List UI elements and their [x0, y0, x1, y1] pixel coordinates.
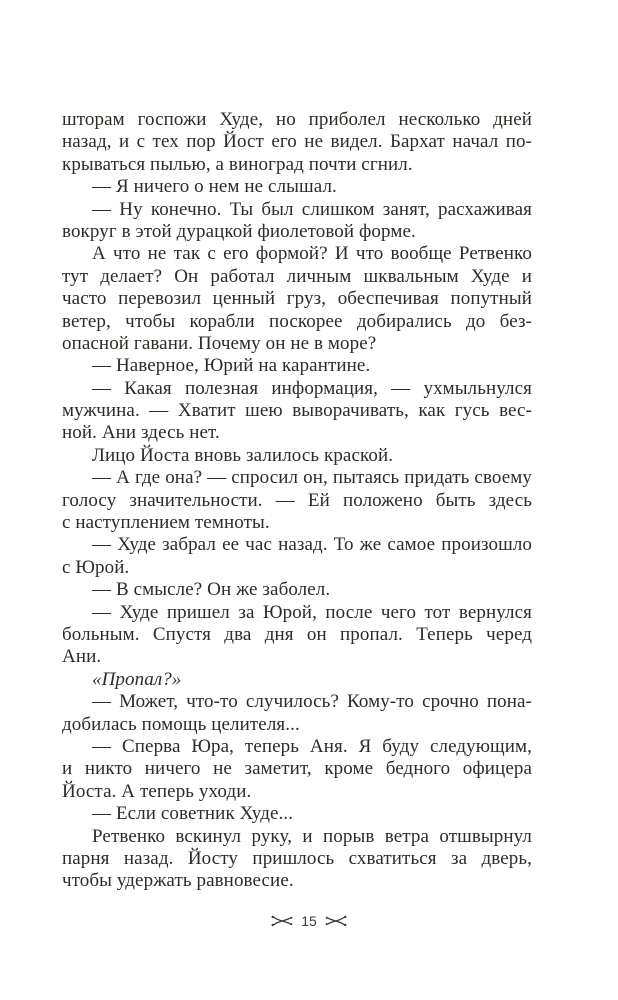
text-line: голосу значительности. — Ей положено быть здесь [62, 489, 532, 511]
text-line: Ретвенко вскинул руку, и порыв ветра отшвырнул [92, 825, 532, 847]
text-line: — Сперва Юра, теперь Аня. Я буду следующим, [92, 735, 532, 757]
paragraph [62, 534, 532, 579]
paragraph [62, 736, 532, 803]
text-line: часто перевозил ценный груз, обеспечивая попутный [62, 288, 532, 310]
text-line: ной. Ани здесь нет. [62, 422, 220, 444]
paragraph [62, 243, 532, 355]
text-line: Лицо Йоста вновь залилось краской. [92, 444, 394, 466]
text-line: назад, и с тех пор Йост его не видел. Бархат начал по- [62, 131, 532, 153]
text-line: — Наверное, Юрий на карантине. [92, 355, 371, 377]
fleuron-left-icon [270, 914, 294, 928]
page-number: 15 [301, 913, 317, 929]
text-line: добилась помощь целителя... [62, 713, 300, 735]
text-line: мужчина. — Хватит шею выворачивать, как гусь вес- [62, 400, 532, 422]
paragraph [62, 669, 532, 691]
text-line: ветер, чтобы корабли поскорее добирались до без- [62, 310, 532, 332]
text-line: — В смысле? Он же заболел. [92, 579, 331, 601]
text-line: А что не так с его формой? И что вообще Ретвенко [92, 243, 532, 265]
paragraph [62, 199, 532, 244]
paragraph [62, 445, 532, 467]
text-line: шторам госпожи Худе, но приболел несколько дней [62, 109, 532, 130]
text-column [62, 109, 532, 893]
text-line: — Ну конечно. Ты был слишком занят, расхаживая [92, 198, 532, 220]
paragraph [62, 355, 532, 377]
text-line: Ани. [62, 646, 102, 668]
text-line: крываться пылью, а виноград почти сгнил. [62, 153, 413, 175]
text-line: — Худе забрал ее час назад. То же самое произошло [92, 534, 532, 556]
text-line: — Я ничего о нем не слышал. [92, 176, 337, 198]
paragraph [62, 602, 532, 669]
text-line: чтобы удержать равновесие. [62, 870, 294, 892]
paragraph [62, 109, 532, 176]
text-line: парня назад. Йосту пришлось схватиться за дверь, [62, 847, 532, 869]
text-line: — А где она? — спросил он, пытаясь придать своему [92, 467, 532, 489]
paragraph [62, 803, 532, 825]
text-line: — Худе пришел за Юрой, после чего тот вернулся [92, 601, 532, 623]
page-footer [0, 913, 618, 929]
fleuron-right-icon [324, 914, 348, 928]
text-line: больным. Спустя два дня он пропал. Теперь черед [62, 623, 532, 645]
text-line: тут делает? Он работал личным шквальным Худе и [62, 265, 532, 287]
text-line: — Какая полезная информация, — ухмыльнулся [92, 377, 532, 399]
text-line: с Юрой. [62, 556, 130, 578]
text-line: и никто ничего не заметит, кроме бедного офицера [62, 758, 532, 780]
paragraph [62, 579, 532, 601]
text-line: вокруг в этой дурацкой фиолетовой форме. [62, 220, 416, 242]
paragraph [62, 826, 532, 893]
paragraph [62, 691, 532, 736]
text-line: «Пропал?» [92, 668, 182, 690]
paragraph [62, 378, 532, 445]
paragraph [62, 467, 532, 534]
text-line: опасной гавани. Почему он не в море? [62, 332, 377, 354]
paragraph [62, 176, 532, 198]
text-line: — Если советник Худе... [92, 803, 294, 825]
text-line: Йоста. А теперь уходи. [62, 780, 252, 802]
text-line: — Может, что-то случилось? Кому-то срочно пона- [92, 691, 532, 713]
text-line: с наступлением темноты. [62, 512, 270, 534]
